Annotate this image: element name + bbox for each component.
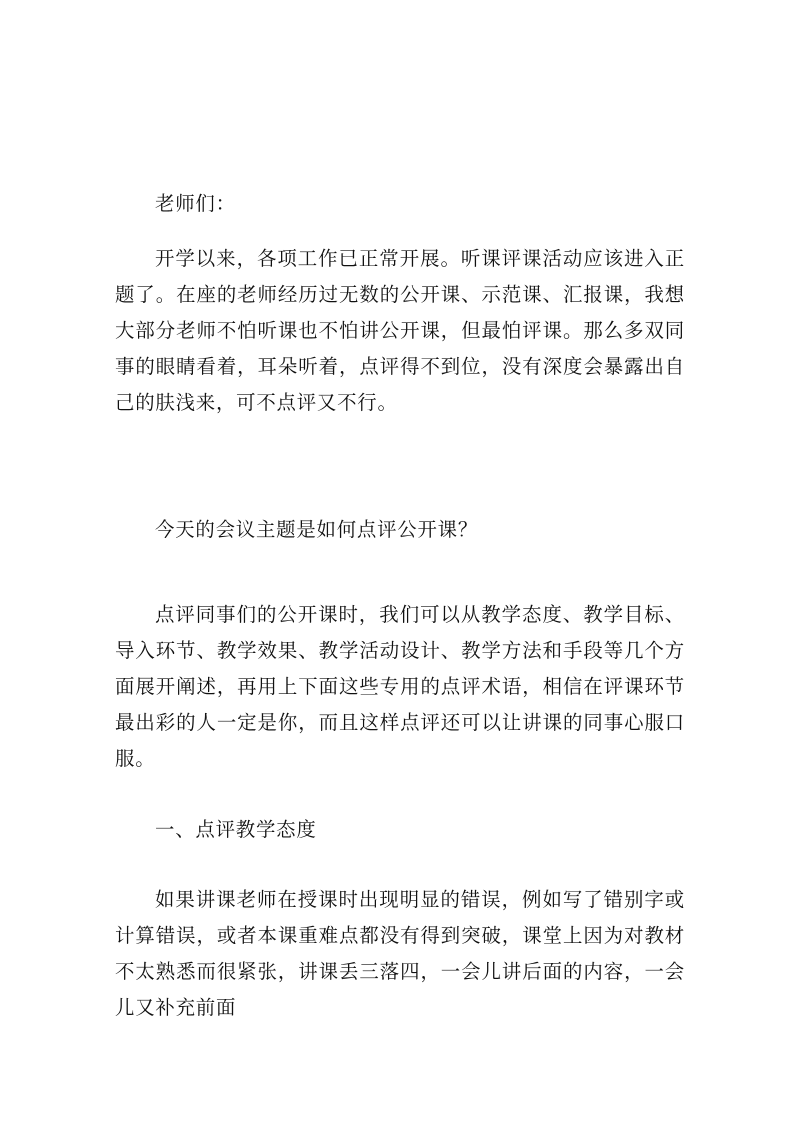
salutation: 老师们：	[155, 192, 236, 215]
paragraph-teaching-attitude: 如果讲课老师在授课时出现明显的错误，例如写了错别字或计算错误，或者本课重难点都没有得到突破，课堂上因为对教材不太熟悉而很紧张，讲课丢三落四，一会儿讲后面的内容，一会儿又补充前面	[115, 888, 685, 1019]
section-heading-teaching-attitude: 一、点评教学态度	[155, 818, 317, 841]
paragraph-meeting-topic: 今天的会议主题是如何点评公开课？	[155, 518, 479, 541]
paragraph-opening: 开学以来，各项工作已正常开展。听课评课活动应该进入正题了。在座的老师经历过无数的公开课、示范课、汇报课，我想大部分老师不怕听课也不怕讲公开课，但最怕评课。那么多双同事的眼睛看着，耳朵听着，点评得不到位，没有深度会暴露出自己的肤浅来，可不点评又不行。	[115, 247, 685, 414]
paragraph-review-aspects: 点评同事们的公开课时，我们可以从教学态度、教学目标、导入环节、教学效果、教学活动设计、教学方法和手段等几个方面展开阐述，再用上下面这些专用的点评术语，相信在评课环节最出彩的人一定是你，而且这样点评还可以让讲课的同事心服口服。	[115, 603, 685, 770]
